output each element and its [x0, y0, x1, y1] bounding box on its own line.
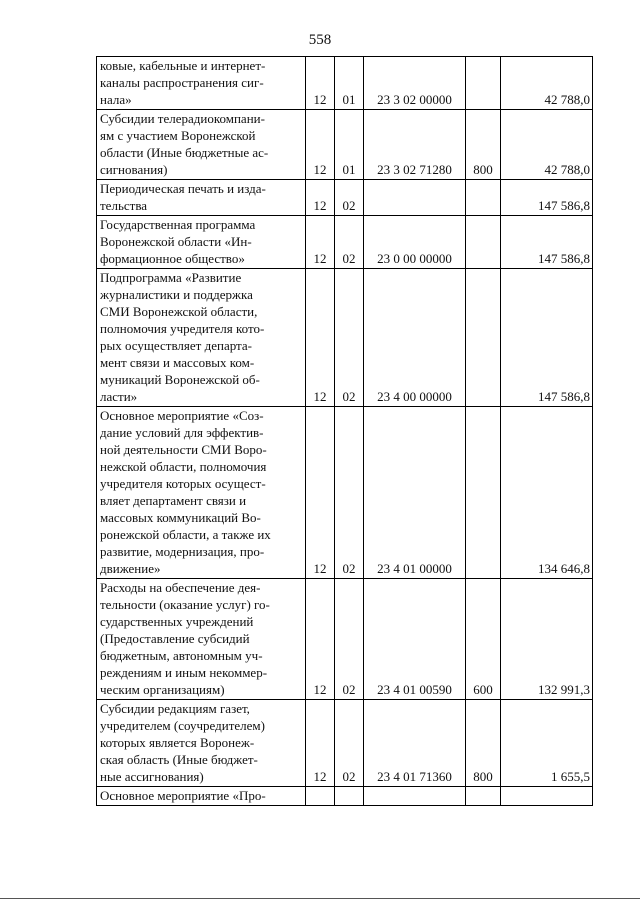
target-article-cell: 23 4 00 00000: [364, 269, 466, 407]
item-name-line: ская область (Иные бюджет-: [100, 752, 258, 767]
target-article-cell: 23 3 02 71280: [364, 110, 466, 180]
item-name-cell: [97, 216, 306, 269]
amount-cell: 42 788,0: [501, 110, 593, 180]
table-row: [97, 700, 593, 787]
item-name-line: Основное мероприятие «Соз-: [100, 408, 264, 423]
item-name-line: формационное общество»: [100, 251, 245, 266]
subsection-code-cell: 02: [335, 407, 364, 579]
item-name-line: движение»: [100, 561, 161, 576]
subsection-code-cell: [335, 787, 364, 806]
item-name-line: ные ассигнования): [100, 769, 204, 784]
expense-type-cell: 800: [466, 700, 501, 787]
item-name-line: журналистики и поддержка: [100, 287, 253, 302]
item-name-line: которых является Воронеж-: [100, 735, 255, 750]
table-row: [97, 180, 593, 216]
item-name-line: Основное мероприятие «Про-: [100, 788, 266, 803]
section-code-cell: 12: [306, 180, 335, 216]
item-name-cell: [97, 579, 306, 700]
item-name-line: (Предоставление субсидий: [100, 631, 250, 646]
subsection-code-cell: 02: [335, 180, 364, 216]
item-name-line: ковые, кабельные и интернет-: [100, 58, 266, 73]
item-name-line: Подпрограмма «Развитие: [100, 270, 242, 285]
section-code-cell: 12: [306, 110, 335, 180]
item-name-line: дание условий для эффектив-: [100, 425, 264, 440]
item-name-line: учредителя которых осущест-: [100, 476, 266, 491]
expense-type-cell: [466, 787, 501, 806]
target-article-cell: [364, 787, 466, 806]
item-name-line: каналы распространения сиг-: [100, 75, 264, 90]
expense-type-cell: [466, 57, 501, 110]
expense-type-cell: [466, 180, 501, 216]
item-name-cell: [97, 787, 306, 806]
target-article-cell: [364, 180, 466, 216]
item-name-line: ческим организациям): [100, 682, 225, 697]
item-name-line: Субсидии телерадиокомпани-: [100, 111, 265, 126]
item-name-line: массовых коммуникаций Во-: [100, 510, 261, 525]
item-name-line: ям с участием Воронежской: [100, 128, 256, 143]
table-row: [97, 216, 593, 269]
target-article-cell: 23 4 01 00000: [364, 407, 466, 579]
item-name-line: развитие, модернизация, про-: [100, 544, 265, 559]
amount-cell: 1 655,5: [501, 700, 593, 787]
amount-cell: 134 646,8: [501, 407, 593, 579]
subsection-code-cell: 02: [335, 700, 364, 787]
item-name-line: Периодическая печать и изда-: [100, 181, 266, 196]
table-row: [97, 269, 593, 407]
item-name-line: ласти»: [100, 389, 138, 404]
table-row: [97, 787, 593, 806]
subsection-code-cell: 02: [335, 579, 364, 700]
item-name-line: нала»: [100, 92, 132, 107]
item-name-line: учредителем (соучредителем): [100, 718, 265, 733]
item-name-line: Расходы на обеспечение дея-: [100, 580, 261, 595]
item-name-line: полномочия учредителя кото-: [100, 321, 265, 336]
item-name-line: сударственных учреждений: [100, 614, 254, 629]
table-row: [97, 407, 593, 579]
target-article-cell: 23 4 01 71360: [364, 700, 466, 787]
item-name-line: тельности (оказание услуг) го-: [100, 597, 270, 612]
target-article-cell: 23 3 02 00000: [364, 57, 466, 110]
subsection-code-cell: 01: [335, 110, 364, 180]
section-code-cell: 12: [306, 407, 335, 579]
budget-table-body: [97, 57, 593, 806]
amount-cell: 147 586,8: [501, 216, 593, 269]
expense-type-cell: [466, 216, 501, 269]
item-name-line: тельства: [100, 198, 148, 213]
amount-cell: 132 991,3: [501, 579, 593, 700]
item-name-cell: [97, 110, 306, 180]
budget-table: [96, 56, 593, 806]
table-row: [97, 579, 593, 700]
table-row: [97, 57, 593, 110]
item-name-cell: [97, 180, 306, 216]
item-name-line: ронежской области, а также их: [100, 527, 271, 542]
item-name-line: рых осуществляет департа-: [100, 338, 252, 353]
expense-type-cell: [466, 407, 501, 579]
section-code-cell: [306, 787, 335, 806]
expense-type-cell: 600: [466, 579, 501, 700]
bottom-rule: [0, 898, 640, 899]
item-name-line: Воронежской области «Ин-: [100, 234, 252, 249]
amount-cell: 147 586,8: [501, 180, 593, 216]
section-code-cell: 12: [306, 57, 335, 110]
item-name-line: ной деятельности СМИ Воро-: [100, 442, 267, 457]
amount-cell: 147 586,8: [501, 269, 593, 407]
amount-cell: [501, 787, 593, 806]
item-name-cell: [97, 407, 306, 579]
expense-type-cell: [466, 269, 501, 407]
item-name-cell: [97, 700, 306, 787]
target-article-cell: 23 0 00 00000: [364, 216, 466, 269]
item-name-cell: [97, 57, 306, 110]
item-name-line: мент связи и массовых ком-: [100, 355, 255, 370]
target-article-cell: 23 4 01 00590: [364, 579, 466, 700]
item-name-line: реждениям и иным некоммер-: [100, 665, 268, 680]
item-name-line: муникаций Воронежской об-: [100, 372, 260, 387]
item-name-line: нежской области, полномочия: [100, 459, 267, 474]
item-name-line: СМИ Воронежской области,: [100, 304, 258, 319]
subsection-code-cell: 01: [335, 57, 364, 110]
item-name-line: сигнования): [100, 162, 168, 177]
subsection-code-cell: 02: [335, 216, 364, 269]
item-name-line: области (Иные бюджетные ас-: [100, 145, 269, 160]
item-name-cell: [97, 269, 306, 407]
section-code-cell: 12: [306, 579, 335, 700]
section-code-cell: 12: [306, 269, 335, 407]
amount-cell: 42 788,0: [501, 57, 593, 110]
item-name-line: Государственная программа: [100, 217, 256, 232]
item-name-line: вляет департамент связи и: [100, 493, 247, 508]
page-number: 558: [308, 32, 332, 48]
item-name-line: Субсидии редакциям газет,: [100, 701, 250, 716]
section-code-cell: 12: [306, 700, 335, 787]
item-name-line: бюджетным, автономным уч-: [100, 648, 263, 663]
expense-type-cell: 800: [466, 110, 501, 180]
subsection-code-cell: 02: [335, 269, 364, 407]
table-row: [97, 110, 593, 180]
section-code-cell: 12: [306, 216, 335, 269]
